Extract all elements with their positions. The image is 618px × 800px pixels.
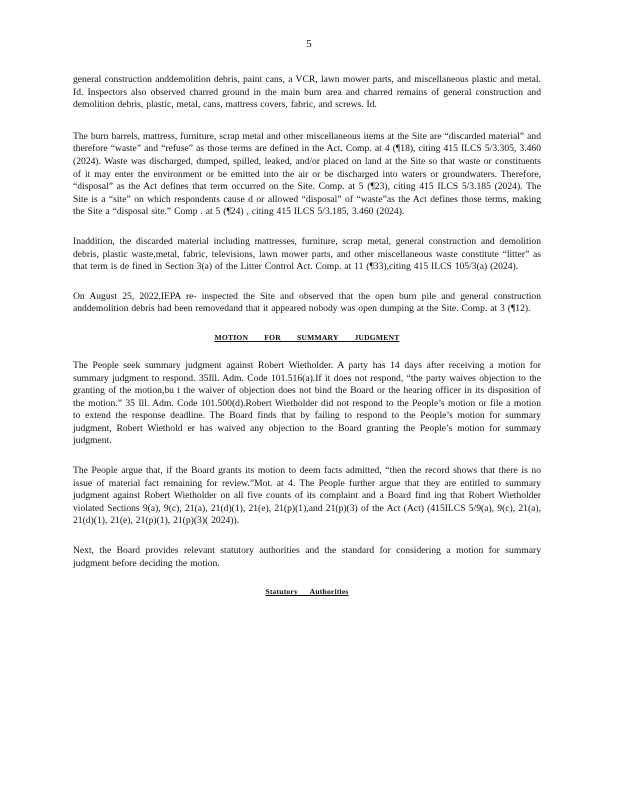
section-heading-statutory-authorities: Statutory Authorities [265, 587, 349, 597]
page-number: 5 [306, 38, 312, 50]
section-heading-motion: MOTION FOR SUMMARY JUDGMENT [214, 332, 400, 342]
paragraph-reinspection: On August 25, 2022,IEPA re- inspected the Site and observed that the open burn pile and general construction anddemolition debris had been removedand that it appeared nobody was open dumping at the Site. Comp. at 3 (¶12). [73, 290, 541, 315]
paragraph-litter-definition: Inaddition, the discarded material including mattresses, furniture, scrap metal, general construction and demolition debris, plastic waste,metal, fabric, televisions, lawn mower parts, and other miscellaneous waste constitute “litter” as that term is de fined in Section 3(a) of the Litter Control Act. Comp. at 11 (¶33),citing 415 ILCS 105/3(a) (2024). [73, 235, 541, 273]
paragraph-people-argument: The People argue that, if the Board grants its motion to deem facts admitted, “then the record shows that there is no issue of material fact remaining for review.”Mot. at 4. The People further argue that they are entitled to summary judgment against Robert Wietholder on all five counts of its complaint and a Board find ing that Robert Wietholder violated Sections 9(a), 9(c), 21(a), 21(d)(1), 21(e), 21(p)(1),and 21(p)(3) of the Act (Act) (415ILCS 5/9(a), 9(c), 21(a), 21(d)(1), 21(e), 21(p)(1), 21(p)(3)( 2024)). [73, 465, 541, 527]
paragraph-next-steps: Next, the Board provides relevant statutory authorities and the standard for considering a motion for summary judgment before deciding the motion. [73, 545, 541, 569]
paragraph-motion-summary: The People seek summary judgment against Robert Wietholder. A party has 14 days after receiving a motion for summary judgment to respond. 35Ill. Adm. Code 101.516(a).If it does not respond, “the party waives objection to the granting of the motion,bu t the waiver of objection does not bind the Board or the hearing officer in its disposition of the motion.” 35 Ill. Adm. Code 101.500(d).Robert Wietholder did not respond to the People’s motion or file a motion to extend the response deadline. The Board finds that by failing to respond to the People’s motion for summary judgment, Robert Wiethold er has waived any objection to the Board granting the People’s motion for summary judgment. [73, 359, 541, 447]
paragraph-waste-definition: The burn barrels, mattress, furniture, scrap metal and other miscellaneous items at the Site are “discarded material” and therefore “waste” and “refuse” as those terms are defined in the Act. Comp. at 4 (¶18), citing 415 ILCS 5/3.305, 3.460 (2024). Waste was discharged, dumped, spilled, leaked, and/or placed on land at the Site so that waste or constituents of it may enter the environment or be emitted into the air or be discharged into waters or groundwaters. Therefore, “disposal” as the Act defines that term occurred on the Site. Comp. at 5 (¶23), citing 415 ILCS 5/3.185 (2024). The Site is a “site” on which respondents cause d or allowed “disposal” of “waste”as the Act defines those terms, making the Site a “disposal site.” Comp . at 5 (¶24) , citing 415 ILCS 5/3.185, 3.460 (2024). [73, 130, 541, 218]
paragraph-inspection-findings: general construction anddemolition debris, paint cans, a VCR, lawn mower parts, and miscellaneous plastic and metal. Id. Inspectors also observed charred ground in the main burn area and charred remains of general construction and demolition debris, plastic, metal, cans, mattress covers, fabric, and screws. Id. [73, 74, 541, 111]
document-body [73, 74, 541, 614]
